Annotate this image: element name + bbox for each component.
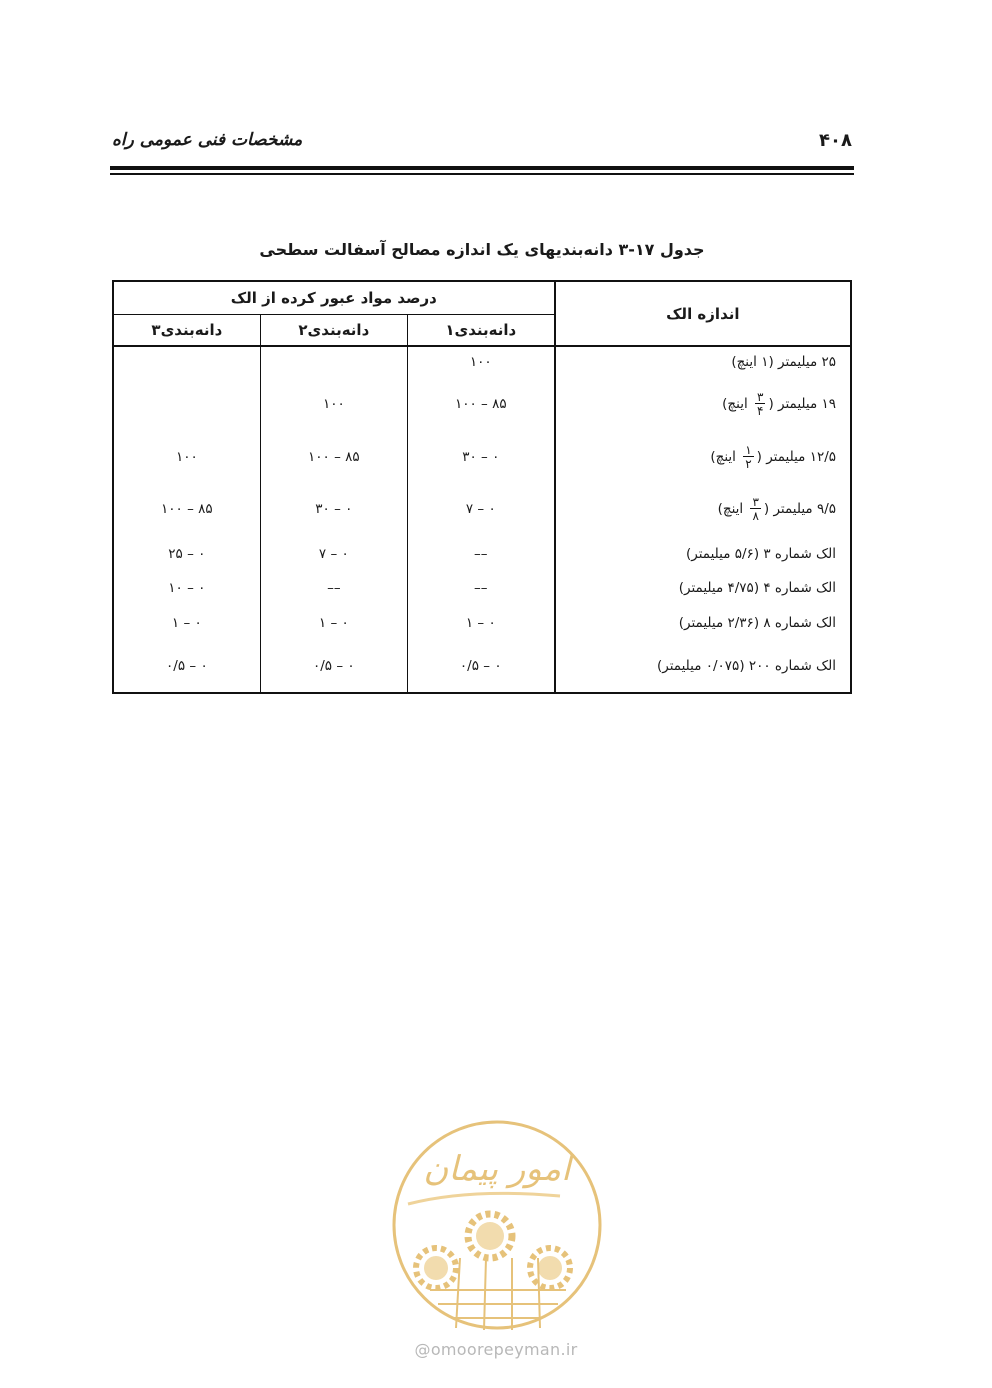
header-rule-thick [110,166,854,170]
inch-unit: اینچ) [722,395,752,412]
page-number: ۴۰۸ [819,130,852,151]
sieve-size-cell: الک شماره ۸ (۲/۳۶ میلیمتر) [555,606,851,640]
grading-2-cell: ۰ – ۳۰ [260,482,407,537]
sieve-size-text: ۹/۵ میلیمتر ( [763,501,836,518]
inch-fraction [755,391,765,417]
excavator-gear-icon [530,1248,570,1288]
sieve-size-text: ۱۲/۵ میلیمتر ( [756,448,836,465]
sieve-size-text: ۱۹ میلیمتر ( [768,395,836,412]
fraction-numerator: ۱ [745,442,752,457]
grading-2-cell: –– [260,571,407,605]
grading-1-header: دانه‌بندی۱ [407,314,554,346]
grading-3-cell: ۸۵ – ۱۰۰ [113,482,260,537]
fraction-numerator: ۳ [757,389,764,404]
grading-3-cell: ۰ – ۲۵ [113,537,260,571]
grading-table [112,280,852,694]
header-rule-thin [110,173,854,175]
grading-3-cell: ۰ – ۱۰ [113,571,260,605]
grading-2-cell: ۰ – ۷ [260,537,407,571]
inch-unit: اینچ) [717,501,748,518]
grading-1-cell: ۰ – ۷ [407,482,554,537]
sieve-size-cell [555,482,851,537]
grading-2-cell [260,346,407,376]
grading-1-cell: –– [407,571,554,605]
fraction-numerator: ۳ [752,495,759,510]
grading-1-cell: ۰ – ۰/۵ [407,640,554,693]
table-row [113,640,851,693]
grading-1-cell: ۱۰۰ [407,346,554,376]
inch-unit: اینچ) [710,448,741,465]
table-row [113,376,851,431]
sieve-size-cell: الک شماره ۳ (۵/۶ میلیمتر) [555,537,851,571]
fraction-denominator: ۴ [757,403,764,418]
inch-fraction [750,496,760,522]
grading-3-cell: ۰ – ۱ [113,606,260,640]
omoore-peyman-seal-logo [390,1118,604,1332]
sieve-size-cell [555,376,851,431]
grading-3-cell: ۰ – ۰/۵ [113,640,260,693]
table-row [113,346,851,376]
grading-2-cell: ۱۰۰ [260,376,407,431]
website-watermark: @omoorepeyman.ir [414,1340,578,1359]
fraction-denominator: ۸ [752,509,759,524]
grading-3-cell [113,346,260,376]
grading-1-cell: –– [407,537,554,571]
book-title: مشخصات فنی عمومی راه [112,130,303,150]
grading-1-cell: ۰ – ۳۰ [407,431,554,482]
grading-2-cell: ۸۵ – ۱۰۰ [260,431,407,482]
table-row [113,606,851,640]
page-header [112,128,852,162]
gear-icon [468,1214,512,1258]
sieve-size-cell: ۲۵ میلیمتر (۱ اینچ) [555,346,851,376]
grading-3-cell [113,376,260,431]
grading-1-cell: ۰ – ۱ [407,606,554,640]
table-row [113,431,851,482]
grading-1-cell: ۸۵ – ۱۰۰ [407,376,554,431]
table-caption: جدول ۱۷-۳ دانه‌بندیهای یک اندازه مصالح آسفالت سطحی [259,240,705,259]
sieve-size-cell: الک شماره ۴ (۴/۷۵ میلیمتر) [555,571,851,605]
table-row [113,482,851,537]
seal-script-text: امور پیمان [423,1149,571,1189]
inch-fraction [743,444,753,470]
grading-3-cell: ۱۰۰ [113,431,260,482]
grading-2-cell: ۰ – ۰/۵ [260,640,407,693]
sieve-size-cell [555,431,851,482]
grading-2-cell: ۰ – ۱ [260,606,407,640]
sieve-size-header: اندازه الک [555,281,851,346]
grading-3-header: دانه‌بندی۳ [113,314,260,346]
passing-percent-header: درصد مواد عبور کرده از الک [113,281,555,314]
grading-2-header: دانه‌بندی۲ [260,314,407,346]
fraction-denominator: ۲ [745,456,752,471]
table-row [113,571,851,605]
sieve-size-cell: الک شماره ۲۰۰ (۰/۰۷۵ میلیمتر) [555,640,851,693]
table-row [113,537,851,571]
scales-gear-icon [416,1248,456,1288]
